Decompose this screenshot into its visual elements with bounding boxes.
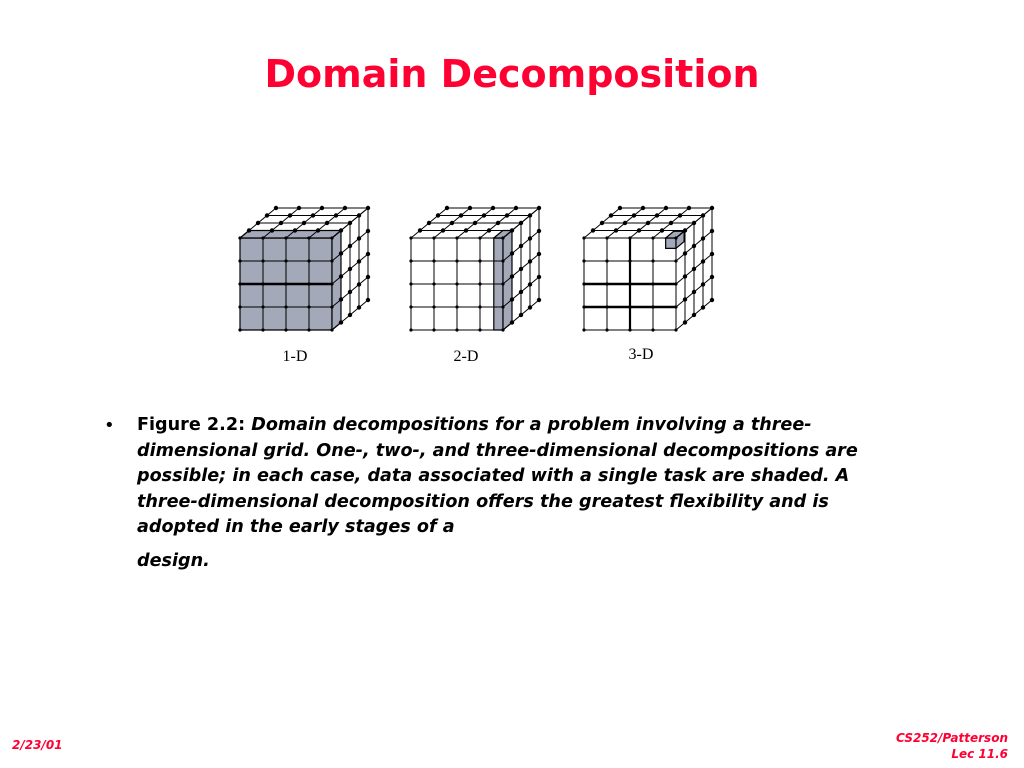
grid-node: [701, 259, 705, 263]
grid-node: [674, 259, 677, 262]
figure-caption: [137, 413, 897, 574]
grid-node: [330, 259, 333, 262]
grid-node: [288, 213, 292, 217]
footer-date: 2/23/01: [12, 738, 63, 752]
grid-node: [366, 275, 370, 279]
cube-3d: [582, 206, 714, 332]
grid-node: [692, 290, 696, 294]
grid-node: [605, 282, 608, 285]
grid-node: [455, 305, 458, 308]
grid-node: [445, 206, 449, 210]
grid-node: [710, 252, 714, 256]
grid-node: [261, 236, 264, 239]
grid-node: [628, 282, 631, 285]
grid-node: [478, 305, 481, 308]
grid-node: [339, 274, 343, 278]
grid-node: [348, 290, 352, 294]
grid-node: [455, 282, 458, 285]
grid-node: [692, 267, 696, 271]
grid-node: [537, 252, 541, 256]
grid-node: [418, 228, 422, 232]
grid-node: [482, 213, 486, 217]
grid-node: [427, 221, 431, 225]
grid-node: [618, 206, 622, 210]
grid-node: [641, 206, 645, 210]
grid-node: [519, 290, 523, 294]
grid-node: [628, 259, 631, 262]
caption-body: Domain decompositions for a problem involving a three-dimensional grid. One-, two-, and three-dimensional decompositions are possible; in each case, data associated with a single task are shaded. A three-dimensional decomposition offers the greatest flexibility and is adopted in the early stages of a: [137, 415, 858, 537]
grid-node: [432, 282, 435, 285]
grid-node: [537, 229, 541, 233]
grid-node: [605, 259, 608, 262]
grid-node: [455, 259, 458, 262]
grid-node: [238, 282, 241, 285]
grid-node: [510, 297, 514, 301]
grid-node: [605, 236, 608, 239]
grid-node: [614, 228, 618, 232]
grid-node: [491, 206, 495, 210]
grid-node: [455, 328, 458, 331]
grid-node: [501, 259, 504, 262]
grid-node: [261, 328, 264, 331]
grid-node: [330, 236, 333, 239]
grid-node: [297, 206, 301, 210]
footer-course: CS252/Patterson: [895, 731, 1008, 745]
grid-node: [432, 236, 435, 239]
grid-node: [343, 206, 347, 210]
grid-node: [307, 282, 310, 285]
grid-node: [247, 228, 251, 232]
grid-node: [678, 213, 682, 217]
grid-node: [537, 206, 541, 210]
caption-last-line: design.: [137, 550, 210, 571]
grid-node: [683, 320, 687, 324]
grid-node: [683, 228, 687, 232]
grid-node: [528, 213, 532, 217]
grid-node: [701, 305, 705, 309]
grid-node: [510, 251, 514, 255]
grid-node: [537, 275, 541, 279]
grid-node: [238, 259, 241, 262]
grid-node: [683, 274, 687, 278]
grid-node: [366, 229, 370, 233]
grid-node: [710, 229, 714, 233]
grid-node: [270, 228, 274, 232]
grid-node: [409, 282, 412, 285]
grid-node: [501, 328, 504, 331]
grid-node: [284, 259, 287, 262]
grid-node: [339, 320, 343, 324]
grid-node: [628, 328, 631, 331]
grid-node: [284, 328, 287, 331]
grid-node: [478, 282, 481, 285]
grid-node: [409, 328, 412, 331]
grid-node: [284, 236, 287, 239]
grid-node: [432, 328, 435, 331]
grid-node: [478, 236, 481, 239]
grid-node: [582, 236, 585, 239]
grid-node: [505, 213, 509, 217]
footer-lecture: Lec 11.6: [951, 747, 1008, 761]
grid-node: [330, 328, 333, 331]
grid-node: [628, 236, 631, 239]
grid-node: [293, 228, 297, 232]
grid-node: [455, 236, 458, 239]
grid-node: [238, 305, 241, 308]
grid-node: [366, 252, 370, 256]
grid-node: [238, 328, 241, 331]
grid-node: [683, 251, 687, 255]
grid-node: [674, 305, 677, 308]
grid-node: [409, 236, 412, 239]
grid-node: [339, 297, 343, 301]
grid-node: [325, 221, 329, 225]
grid-node: [357, 213, 361, 217]
grid-node: [701, 236, 705, 240]
grid-node: [450, 221, 454, 225]
grid-node: [307, 259, 310, 262]
grid-node: [261, 305, 264, 308]
grid-node: [510, 320, 514, 324]
grid-node: [528, 282, 532, 286]
grid-node: [501, 282, 504, 285]
grid-node: [348, 313, 352, 317]
grid-node: [687, 206, 691, 210]
grid-node: [651, 305, 654, 308]
grid-node: [330, 282, 333, 285]
grid-node: [339, 251, 343, 255]
grid-node: [307, 328, 310, 331]
grid-node: [348, 267, 352, 271]
grid-node: [366, 298, 370, 302]
grid-node: [330, 305, 333, 308]
grid-node: [528, 236, 532, 240]
shaded-block-front: [666, 238, 676, 248]
grid-node: [357, 259, 361, 263]
grid-node: [710, 298, 714, 302]
grid-node: [261, 282, 264, 285]
grid-node: [459, 213, 463, 217]
grid-node: [528, 305, 532, 309]
grid-node: [537, 298, 541, 302]
grid-node: [478, 328, 481, 331]
grid-node: [478, 259, 481, 262]
grid-node: [605, 328, 608, 331]
grid-node: [664, 206, 668, 210]
grid-node: [409, 305, 412, 308]
grid-node: [348, 244, 352, 248]
grid-node: [441, 228, 445, 232]
grid-node: [710, 275, 714, 279]
grid-node: [501, 305, 504, 308]
grid-node: [510, 274, 514, 278]
grid-node: [473, 221, 477, 225]
grid-node: [683, 297, 687, 301]
grid-node: [261, 259, 264, 262]
grid-node: [307, 236, 310, 239]
grid-node: [519, 221, 523, 225]
grid-node: [311, 213, 315, 217]
cube-2d: [409, 206, 541, 332]
cube-1d: [238, 206, 370, 332]
grid-node: [674, 328, 677, 331]
grid-node: [464, 228, 468, 232]
grid-node: [582, 328, 585, 331]
bullet-marker: •: [104, 415, 115, 436]
grid-node: [366, 206, 370, 210]
grid-node: [432, 259, 435, 262]
grid-node: [701, 213, 705, 217]
grid-node: [582, 259, 585, 262]
grid-node: [660, 228, 664, 232]
grid-node: [651, 236, 654, 239]
grid-node: [357, 282, 361, 286]
grid-node: [279, 221, 283, 225]
label-1d: 1-D: [282, 348, 308, 365]
label-2d: 2-D: [453, 348, 479, 365]
slide-title: Domain Decomposition: [264, 52, 760, 96]
grid-node: [514, 206, 518, 210]
grid-node: [519, 267, 523, 271]
grid-node: [651, 259, 654, 262]
cube-diagrams: [228, 198, 748, 370]
grid-node: [510, 228, 514, 232]
grid-node: [623, 221, 627, 225]
grid-node: [487, 228, 491, 232]
grid-node: [591, 228, 595, 232]
grid-node: [436, 213, 440, 217]
grid-node: [701, 282, 705, 286]
grid-node: [637, 228, 641, 232]
grid-node: [674, 236, 677, 239]
grid-node: [528, 259, 532, 263]
grid-node: [265, 213, 269, 217]
grid-node: [655, 213, 659, 217]
footer-course-info: [896, 730, 1008, 762]
grid-node: [302, 221, 306, 225]
grid-node: [357, 236, 361, 240]
grid-node: [468, 206, 472, 210]
grid-node: [256, 221, 260, 225]
grid-node: [496, 221, 500, 225]
caption-lead: Figure 2.2:: [137, 415, 252, 435]
grid-node: [519, 313, 523, 317]
grid-node: [692, 244, 696, 248]
grid-node: [409, 259, 412, 262]
grid-node: [316, 228, 320, 232]
grid-node: [651, 328, 654, 331]
grid-node: [582, 282, 585, 285]
grid-node: [651, 282, 654, 285]
grid-node: [600, 221, 604, 225]
grid-node: [628, 305, 631, 308]
domain-decomposition-figure: [228, 198, 748, 370]
grid-node: [519, 244, 523, 248]
grid-node: [320, 206, 324, 210]
grid-node: [605, 305, 608, 308]
grid-node: [674, 282, 677, 285]
grid-node: [710, 206, 714, 210]
grid-node: [307, 305, 310, 308]
grid-node: [609, 213, 613, 217]
grid-node: [274, 206, 278, 210]
grid-node: [432, 305, 435, 308]
grid-node: [692, 221, 696, 225]
grid-node: [339, 228, 343, 232]
grid-node: [632, 213, 636, 217]
grid-node: [284, 282, 287, 285]
grid-node: [357, 305, 361, 309]
grid-node: [692, 313, 696, 317]
grid-node: [501, 236, 504, 239]
label-3d: 3-D: [628, 346, 654, 363]
grid-node: [238, 236, 241, 239]
grid-node: [334, 213, 338, 217]
grid-node: [646, 221, 650, 225]
grid-node: [582, 305, 585, 308]
grid-node: [669, 221, 673, 225]
grid-node: [284, 305, 287, 308]
grid-node: [348, 221, 352, 225]
